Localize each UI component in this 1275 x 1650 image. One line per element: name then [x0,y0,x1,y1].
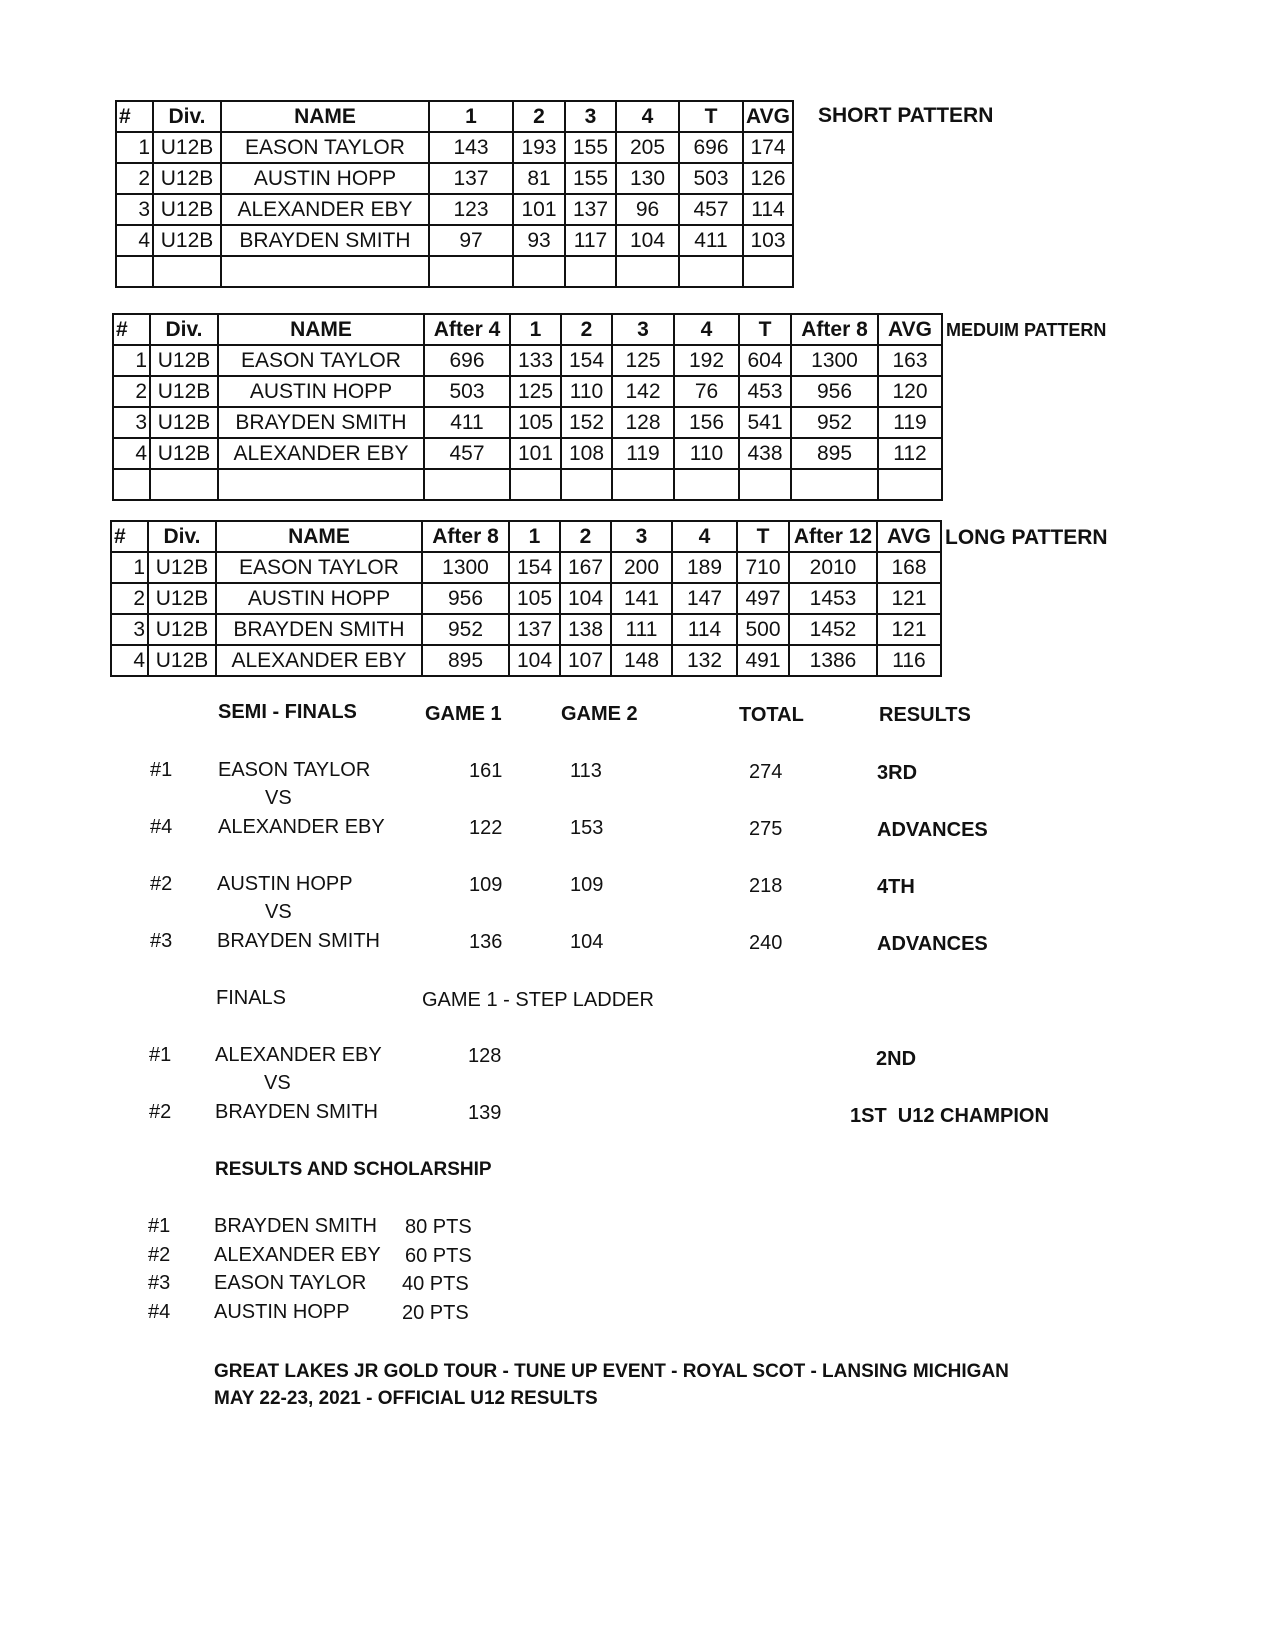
table-cell: 2 [116,163,153,194]
table-cell: AUSTIN HOPP [221,163,429,194]
table-cell: 81 [513,163,565,194]
table-cell: 541 [739,407,791,438]
col-header: After 8 [791,314,878,345]
table-cell: 1453 [789,583,877,614]
table-cell [674,469,739,500]
col-header: T [679,101,743,132]
col-header: 4 [616,101,679,132]
table-row [111,645,941,676]
table-cell: 114 [672,614,737,645]
col-header: 2 [513,101,565,132]
table-cell: U12B [148,645,216,676]
table-cell: U12B [153,225,221,256]
table-row [116,132,793,163]
table-cell: 167 [560,552,611,583]
table-cell: 104 [616,225,679,256]
table-cell: 163 [878,345,942,376]
table-cell: 121 [877,614,941,645]
col-header: NAME [218,314,424,345]
table-row [113,345,942,376]
table-cell: 155 [565,132,616,163]
table-cell: 93 [513,225,565,256]
table-cell: ALEXANDER EBY [218,438,424,469]
table-cell [679,256,743,287]
table-cell: EASON TAYLOR [221,132,429,163]
table-cell: 1 [113,345,150,376]
table-cell: BRAYDEN SMITH [218,407,424,438]
table-cell: 141 [611,583,672,614]
table-cell: 497 [737,583,789,614]
table-cell: 155 [565,163,616,194]
table-cell: 956 [791,376,878,407]
table-cell: 952 [422,614,509,645]
table-cell: 111 [611,614,672,645]
points: 60 PTS [405,1245,472,1267]
col-header: Div. [148,521,216,552]
seed: #3 [150,930,173,952]
col-header: T [739,314,791,345]
table-cell: 3 [111,614,148,645]
game1-score: 161 [469,760,503,782]
table-cell [565,256,616,287]
table-cell: 101 [510,438,561,469]
seed: #3 [148,1272,171,1294]
table-cell: 132 [672,645,737,676]
table-cell: 137 [565,194,616,225]
semis-header-game2: GAME 2 [561,703,638,725]
table-cell: 438 [739,438,791,469]
game1-score: 109 [469,874,503,896]
table-row [116,163,793,194]
table-cell: AUSTIN HOPP [218,376,424,407]
table-cell [113,469,150,500]
points: 20 PTS [402,1302,469,1324]
table-cell: U12B [153,194,221,225]
result: ADVANCES [877,933,988,955]
game2-score: 109 [570,874,604,896]
table-row [111,552,941,583]
table-row [113,376,942,407]
short-pattern-label: SHORT PATTERN [818,104,994,127]
table-cell: 457 [679,194,743,225]
table-cell: 457 [424,438,510,469]
table-cell [561,469,612,500]
table-cell: 1300 [422,552,509,583]
player-name: EASON TAYLOR [214,1272,367,1294]
table-cell: 117 [565,225,616,256]
table-cell [153,256,221,287]
seed: #2 [149,1101,172,1123]
table-row [113,407,942,438]
table-cell: 104 [560,583,611,614]
table-cell: 128 [612,407,674,438]
col-header: # [116,101,153,132]
table-cell [878,469,942,500]
semis-header-total: TOTAL [739,704,804,726]
col-header: After 12 [789,521,877,552]
table-cell: 1 [116,132,153,163]
table-cell: 205 [616,132,679,163]
table-cell [510,469,561,500]
col-header: 2 [560,521,611,552]
table-cell: 152 [561,407,612,438]
table-row [116,194,793,225]
table-cell: 2 [111,583,148,614]
col-header: AVG [877,521,941,552]
table-cell: 3 [113,407,150,438]
table-cell: 453 [739,376,791,407]
seed: #4 [150,816,173,838]
total-score: 275 [749,818,783,840]
game2-score: 104 [570,931,604,953]
col-header: 3 [611,521,672,552]
player-name: BRAYDEN SMITH [215,1101,378,1123]
col-header: NAME [216,521,422,552]
table-cell: 192 [674,345,739,376]
game1-score: 139 [468,1102,502,1124]
table-cell: 411 [424,407,510,438]
table-cell: 123 [429,194,513,225]
table-cell: 189 [672,552,737,583]
table-row [111,614,941,645]
table-cell: AUSTIN HOPP [216,583,422,614]
col-header: NAME [221,101,429,132]
finals-title: FINALS [216,987,287,1009]
game1-score: 136 [469,931,503,953]
table-cell: 411 [679,225,743,256]
player-name: EASON TAYLOR [218,759,371,781]
result: 4TH [877,876,915,898]
vs-label: VS [265,787,292,809]
result: 3RD [877,762,918,784]
table-cell: ALEXANDER EBY [216,645,422,676]
vs-label: VS [264,1072,291,1094]
col-header: Div. [153,101,221,132]
table-cell: 142 [612,376,674,407]
medium-pattern-label: MEDUIM PATTERN [946,320,1107,340]
player-name: BRAYDEN SMITH [217,930,380,952]
total-score: 274 [749,761,783,783]
table-cell: U12B [150,376,218,407]
col-header: 3 [612,314,674,345]
seed: #1 [148,1215,171,1237]
table-cell: 696 [679,132,743,163]
table-header-row [111,521,941,552]
table-cell: U12B [148,614,216,645]
col-header: T [737,521,789,552]
table-header-row [116,101,793,132]
table-cell: 120 [878,376,942,407]
table-cell [150,469,218,500]
table-cell [612,469,674,500]
player-name: ALEXANDER EBY [215,1044,382,1066]
seed: #2 [150,873,173,895]
table-header-row [113,314,942,345]
table-row-empty [116,256,793,287]
table-cell: 147 [672,583,737,614]
col-header: AVG [743,101,793,132]
col-header: # [113,314,150,345]
table-cell: 133 [510,345,561,376]
table-cell: U12B [148,583,216,614]
semis-header-game1: GAME 1 [425,703,502,725]
table-cell: 154 [561,345,612,376]
vs-label: VS [265,901,292,923]
game1-score: 128 [468,1045,502,1067]
table-cell: 114 [743,194,793,225]
col-header: 1 [509,521,560,552]
col-header: 2 [561,314,612,345]
player-name: AUSTIN HOPP [214,1301,350,1323]
table-cell: 97 [429,225,513,256]
table-cell [743,256,793,287]
table-cell: BRAYDEN SMITH [216,614,422,645]
table-cell: 1300 [791,345,878,376]
col-header: After 4 [424,314,510,345]
result: 1ST U12 CHAMPION [850,1105,1049,1127]
table-row [111,583,941,614]
col-header: 4 [674,314,739,345]
table-cell: EASON TAYLOR [216,552,422,583]
long-pattern-label: LONG PATTERN [945,526,1108,549]
table-cell: 148 [611,645,672,676]
table-cell: 121 [877,583,941,614]
table-cell [218,469,424,500]
table-cell: 895 [791,438,878,469]
table-cell: 119 [612,438,674,469]
table-row-empty [113,469,942,500]
table-cell: 107 [560,645,611,676]
table-cell: 1386 [789,645,877,676]
table-cell: 4 [111,645,148,676]
table-cell: 3 [116,194,153,225]
table-cell: 101 [513,194,565,225]
table-cell: EASON TAYLOR [218,345,424,376]
table-cell: U12B [150,438,218,469]
table-cell: 2 [113,376,150,407]
table-cell: 103 [743,225,793,256]
table-cell: 895 [422,645,509,676]
col-header: # [111,521,148,552]
table-cell: 105 [509,583,560,614]
points: 40 PTS [402,1273,469,1295]
short-pattern-table [115,100,794,288]
game2-score: 153 [570,817,604,839]
semis-title: SEMI - FINALS [218,701,357,723]
table-cell: U12B [150,407,218,438]
table-cell [791,469,878,500]
table-cell: 604 [739,345,791,376]
table-cell: 143 [429,132,513,163]
table-cell: 126 [743,163,793,194]
table-cell: 1 [111,552,148,583]
table-cell: 138 [560,614,611,645]
seed: #1 [150,759,173,781]
player-name: ALEXANDER EBY [218,816,385,838]
table-cell: U12B [153,132,221,163]
col-header: 1 [429,101,513,132]
player-name: AUSTIN HOPP [217,873,353,895]
player-name: ALEXANDER EBY [214,1244,381,1266]
seed: #2 [148,1244,171,1266]
table-cell: 119 [878,407,942,438]
table-row [113,438,942,469]
table-cell: 130 [616,163,679,194]
points: 80 PTS [405,1216,472,1238]
table-cell: 125 [510,376,561,407]
table-cell: 168 [877,552,941,583]
table-cell: 156 [674,407,739,438]
table-cell: 108 [561,438,612,469]
col-header: 4 [672,521,737,552]
table-cell: 2010 [789,552,877,583]
table-cell: 696 [424,345,510,376]
table-cell: 137 [429,163,513,194]
seed: #4 [148,1301,171,1323]
table-cell: 4 [113,438,150,469]
medium-pattern-table [112,313,943,501]
table-cell: U12B [153,163,221,194]
result: ADVANCES [877,819,988,841]
total-score: 240 [749,932,783,954]
result: 2ND [876,1048,917,1070]
footer-date: MAY 22-23, 2021 - OFFICIAL U12 RESULTS [214,1388,598,1409]
finals-game-label: GAME 1 - STEP LADDER [422,989,654,1011]
table-cell: 110 [674,438,739,469]
table-cell: 503 [679,163,743,194]
table-cell: 137 [509,614,560,645]
table-cell: U12B [150,345,218,376]
col-header: After 8 [422,521,509,552]
table-cell: BRAYDEN SMITH [221,225,429,256]
table-cell [116,256,153,287]
footer-event: GREAT LAKES JR GOLD TOUR - TUNE UP EVENT - ROYAL SCOT - LANSING MICHIGAN [214,1361,1009,1382]
game1-score: 122 [469,817,503,839]
table-cell: 76 [674,376,739,407]
table-row [116,225,793,256]
table-cell [513,256,565,287]
col-header: 3 [565,101,616,132]
table-cell [429,256,513,287]
col-header: AVG [878,314,942,345]
table-cell: 112 [878,438,942,469]
table-cell: 154 [509,552,560,583]
total-score: 218 [749,875,783,897]
col-header: Div. [150,314,218,345]
table-cell: 952 [791,407,878,438]
table-cell [424,469,510,500]
col-header: 1 [510,314,561,345]
table-cell: ALEXANDER EBY [221,194,429,225]
table-cell: 96 [616,194,679,225]
seed: #1 [149,1044,172,1066]
table-cell: 105 [510,407,561,438]
table-cell: 110 [561,376,612,407]
long-pattern-table [110,520,942,677]
scholarship-title: RESULTS AND SCHOLARSHIP [215,1159,492,1180]
game2-score: 113 [570,760,602,782]
table-cell: 503 [424,376,510,407]
table-cell [739,469,791,500]
table-cell: 200 [611,552,672,583]
table-cell: 104 [509,645,560,676]
table-cell: 491 [737,645,789,676]
table-cell: 4 [116,225,153,256]
player-name: BRAYDEN SMITH [214,1215,377,1237]
table-cell: 193 [513,132,565,163]
table-cell: U12B [148,552,216,583]
table-cell: 1452 [789,614,877,645]
table-cell: 500 [737,614,789,645]
table-cell: 710 [737,552,789,583]
table-cell [616,256,679,287]
table-cell: 174 [743,132,793,163]
semis-header-results: RESULTS [879,704,971,726]
table-cell: 956 [422,583,509,614]
table-cell: 116 [877,645,941,676]
table-cell: 125 [612,345,674,376]
table-cell [221,256,429,287]
